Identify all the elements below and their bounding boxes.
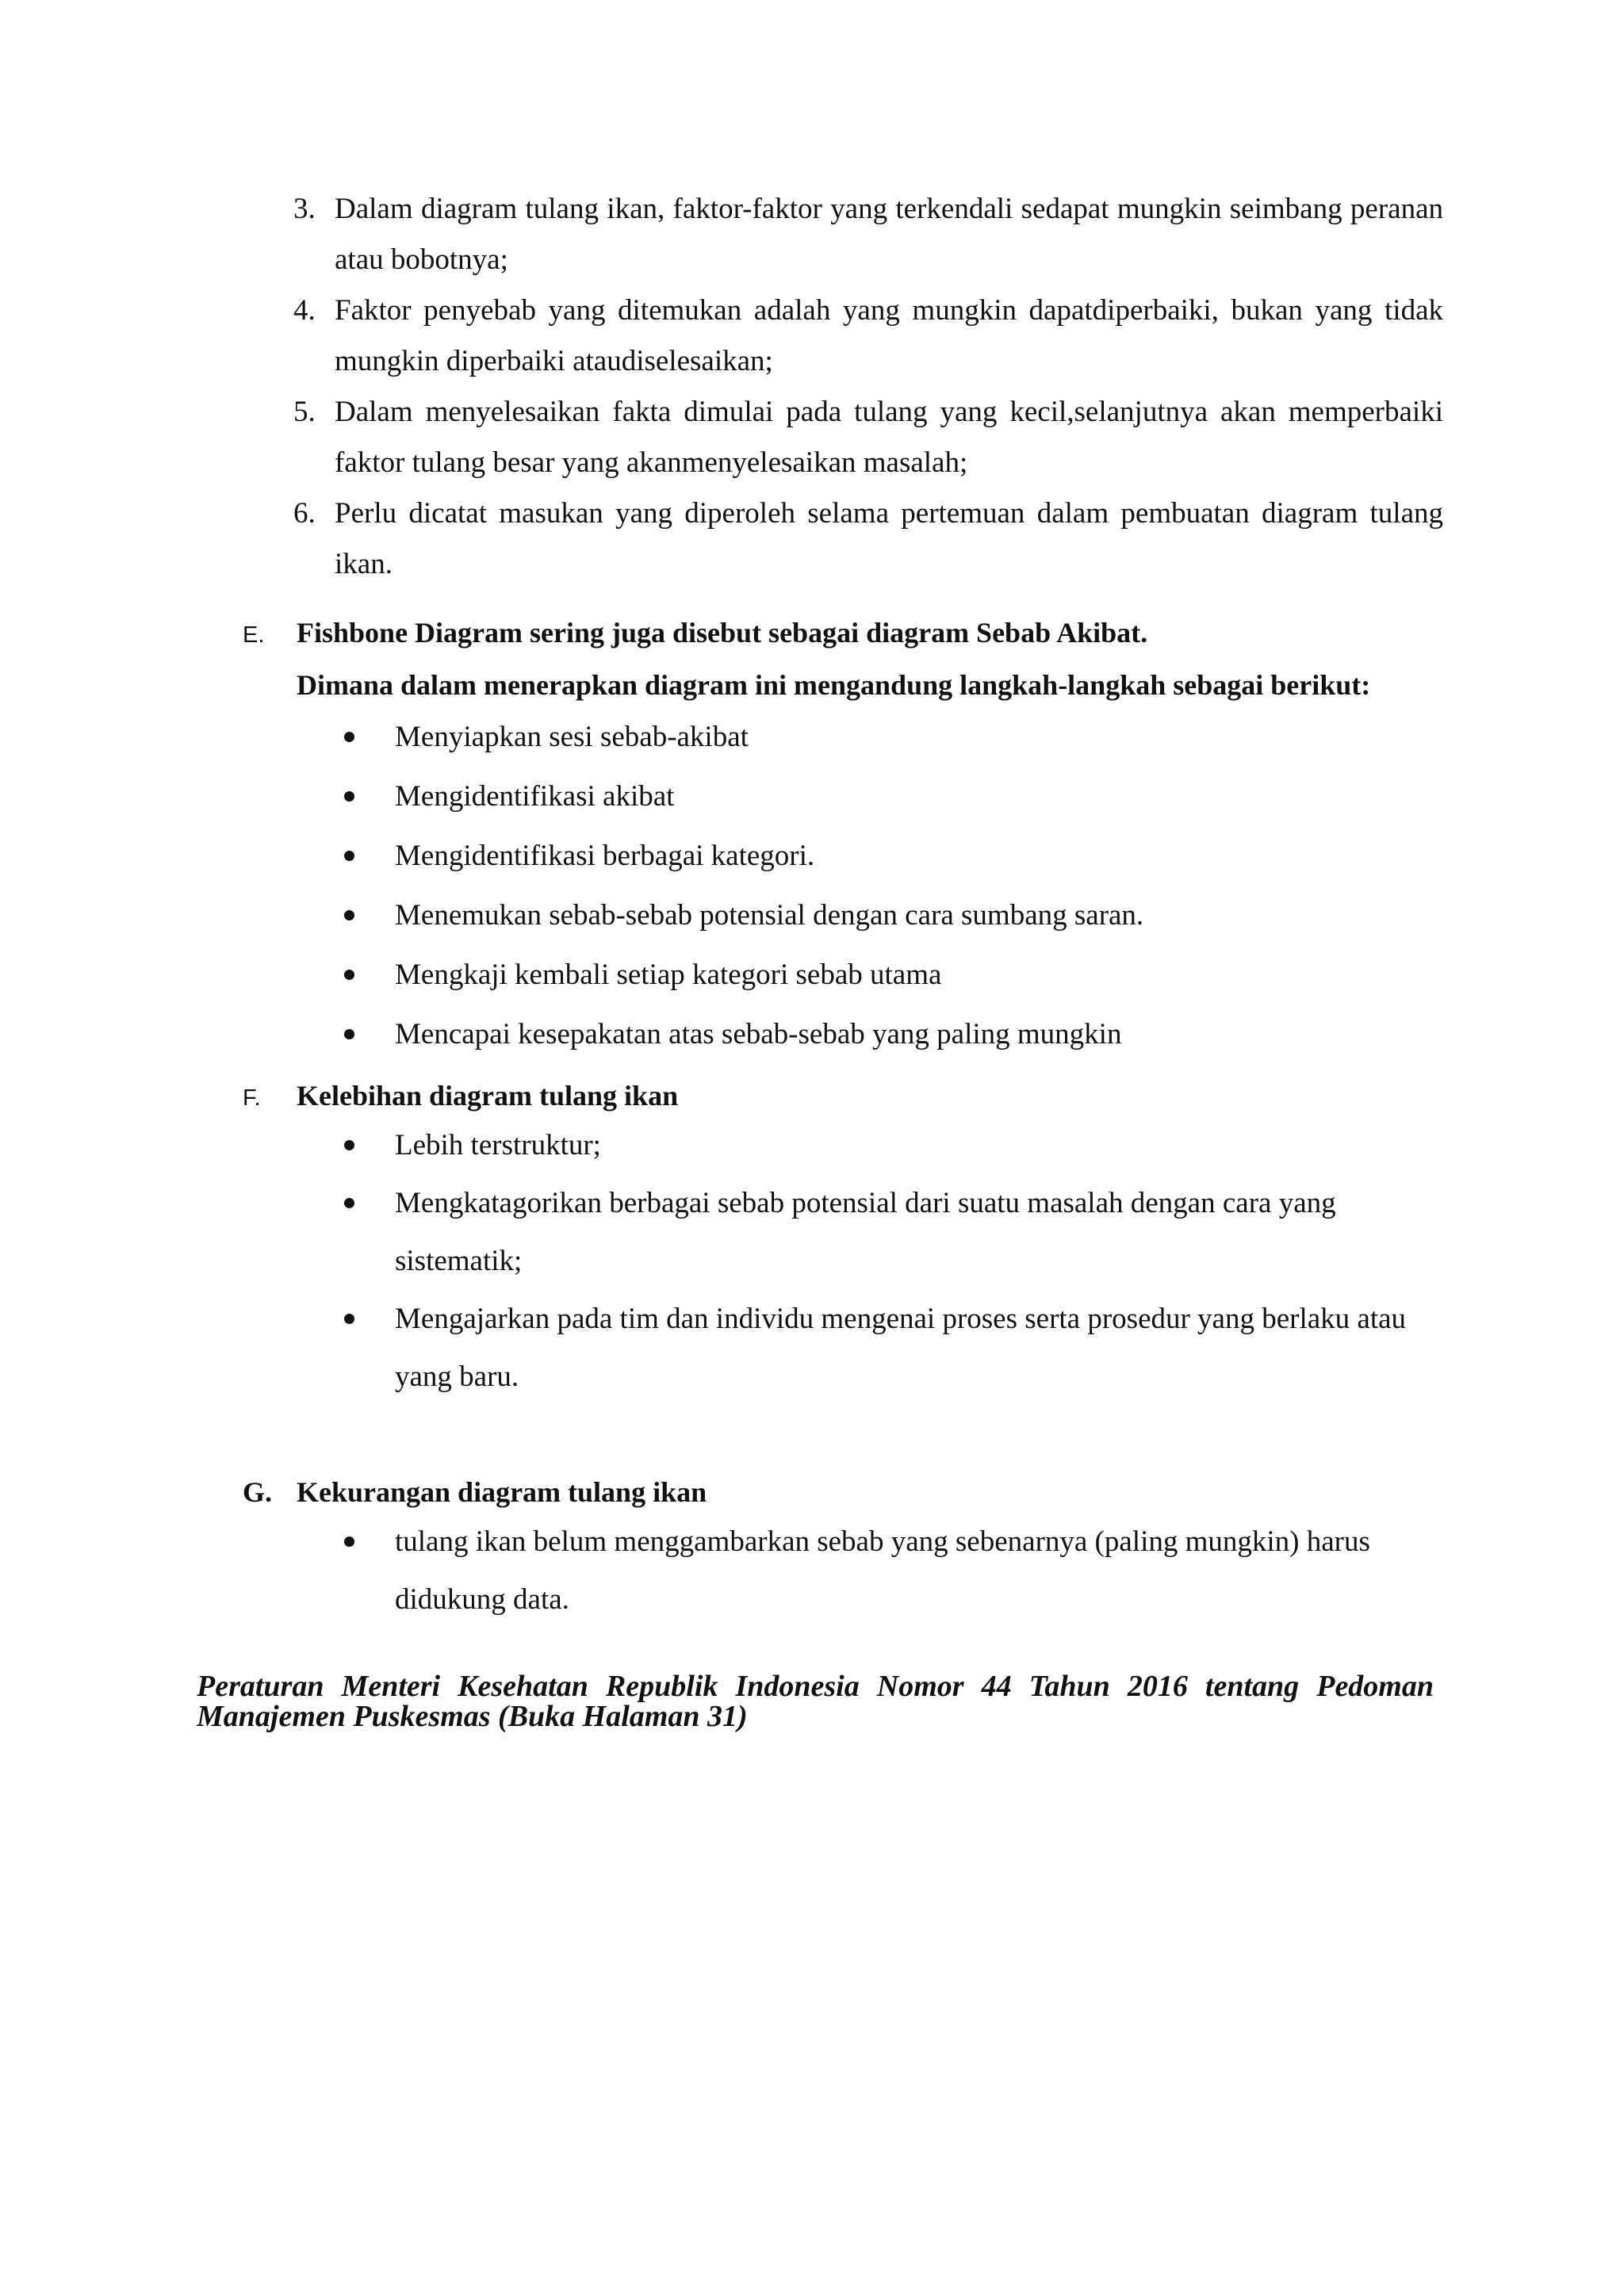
bullet-text: Mengidentifikasi berbagai kategori. bbox=[395, 840, 815, 872]
list-text: Perlu dicatat masukan yang diperoleh selama pertemuan dalam pembuatan diagram tulang ikan. bbox=[335, 497, 1443, 580]
section-title: Fishbone Diagram sering juga disebut sebagai diagram Sebab Akibat. bbox=[297, 617, 1148, 649]
bullet-icon bbox=[344, 1314, 354, 1324]
list-item bbox=[344, 886, 1143, 945]
list-item bbox=[344, 945, 1143, 1004]
bullet-icon bbox=[344, 1198, 354, 1208]
bullet-text: Lebih terstruktur; bbox=[395, 1129, 601, 1161]
list-item bbox=[344, 707, 1143, 767]
list-item bbox=[344, 767, 1143, 826]
section-f-heading bbox=[243, 1072, 678, 1122]
section-letter: F. bbox=[243, 1085, 261, 1111]
section-title: Kekurangan diagram tulang ikan bbox=[297, 1476, 707, 1508]
list-text: Dalam menyelesaikan fakta dimulai pada tulang yang kecil,selanjutnya akan memperbaiki faktor tulang besar yang akanmenyelesaikan masalah; bbox=[335, 396, 1443, 479]
section-g-heading bbox=[243, 1468, 707, 1516]
list-item bbox=[344, 1290, 1426, 1406]
list-item bbox=[293, 184, 1443, 285]
section-g-bullets bbox=[344, 1513, 1426, 1628]
section-letter: G. bbox=[243, 1476, 273, 1508]
bullet-icon bbox=[344, 910, 354, 920]
list-item bbox=[344, 1004, 1143, 1064]
bullet-text: Mengajarkan pada tim dan individu mengenai proses serta prosedur yang berlaku atau yang baru. bbox=[395, 1303, 1407, 1393]
list-item bbox=[293, 285, 1443, 387]
bullet-icon bbox=[344, 1536, 354, 1547]
bullet-icon bbox=[344, 970, 354, 980]
section-title: Kelebihan diagram tulang ikan bbox=[297, 1080, 679, 1112]
numbered-list bbox=[293, 184, 1443, 590]
list-item bbox=[293, 387, 1443, 488]
bullet-text: Mengidentifikasi akibat bbox=[395, 780, 675, 813]
bullet-text: Mengkatagorikan berbagai sebab potensial dari suatu masalah dengan cara yang sistematik; bbox=[395, 1187, 1336, 1277]
list-item bbox=[344, 1116, 1426, 1174]
bullet-text: Menyiapkan sesi sebab-akibat bbox=[395, 721, 749, 753]
bullet-icon bbox=[344, 732, 354, 742]
list-text: Faktor penyebab yang ditemukan adalah yang mungkin dapatdiperbaiki, bukan yang tidak mungkin diperbaiki ataudiselesaikan; bbox=[335, 294, 1443, 377]
bullet-text: Mengkaji kembali setiap kategori sebab utama bbox=[395, 959, 942, 991]
section-e-subheading: Dimana dalam menerapkan diagram ini mengandung langkah-langkah sebagai berikut: bbox=[297, 669, 1371, 701]
bullet-icon bbox=[344, 851, 354, 861]
list-item bbox=[344, 1174, 1426, 1290]
list-item bbox=[344, 1513, 1426, 1628]
bullet-text: Menemukan sebab-sebab potensial dengan cara sumbang saran. bbox=[395, 899, 1144, 932]
bullet-text: Mencapai kesepakatan atas sebab-sebab yang paling mungkin bbox=[395, 1018, 1122, 1050]
list-text: Dalam diagram tulang ikan, faktor-faktor yang terkendali sedapat mungkin seimbang peranan atau bobotnya; bbox=[335, 193, 1443, 276]
list-number: 6. bbox=[293, 497, 316, 530]
bullet-text: tulang ikan belum menggambarkan sebab yang sebenarnya (paling mungkin) harus didukung data. bbox=[395, 1525, 1370, 1616]
list-number: 5. bbox=[293, 396, 316, 428]
section-f-bullets bbox=[344, 1116, 1426, 1406]
list-number: 4. bbox=[293, 294, 316, 327]
bullet-icon bbox=[344, 1029, 354, 1039]
section-letter: E. bbox=[243, 622, 265, 648]
section-e-heading bbox=[243, 609, 1147, 659]
bullet-icon bbox=[344, 1140, 354, 1150]
list-item bbox=[344, 826, 1143, 886]
citation-reference: Peraturan Menteri Kesehatan Republik Indonesia Nomor 44 Tahun 2016 tentang Pedoman Manajemen Puskesmas (Buka Halaman 31) bbox=[197, 1670, 1434, 1733]
list-number: 3. bbox=[293, 193, 316, 225]
bullet-icon bbox=[344, 791, 354, 802]
list-item bbox=[293, 488, 1443, 590]
section-e-bullets bbox=[344, 707, 1143, 1064]
